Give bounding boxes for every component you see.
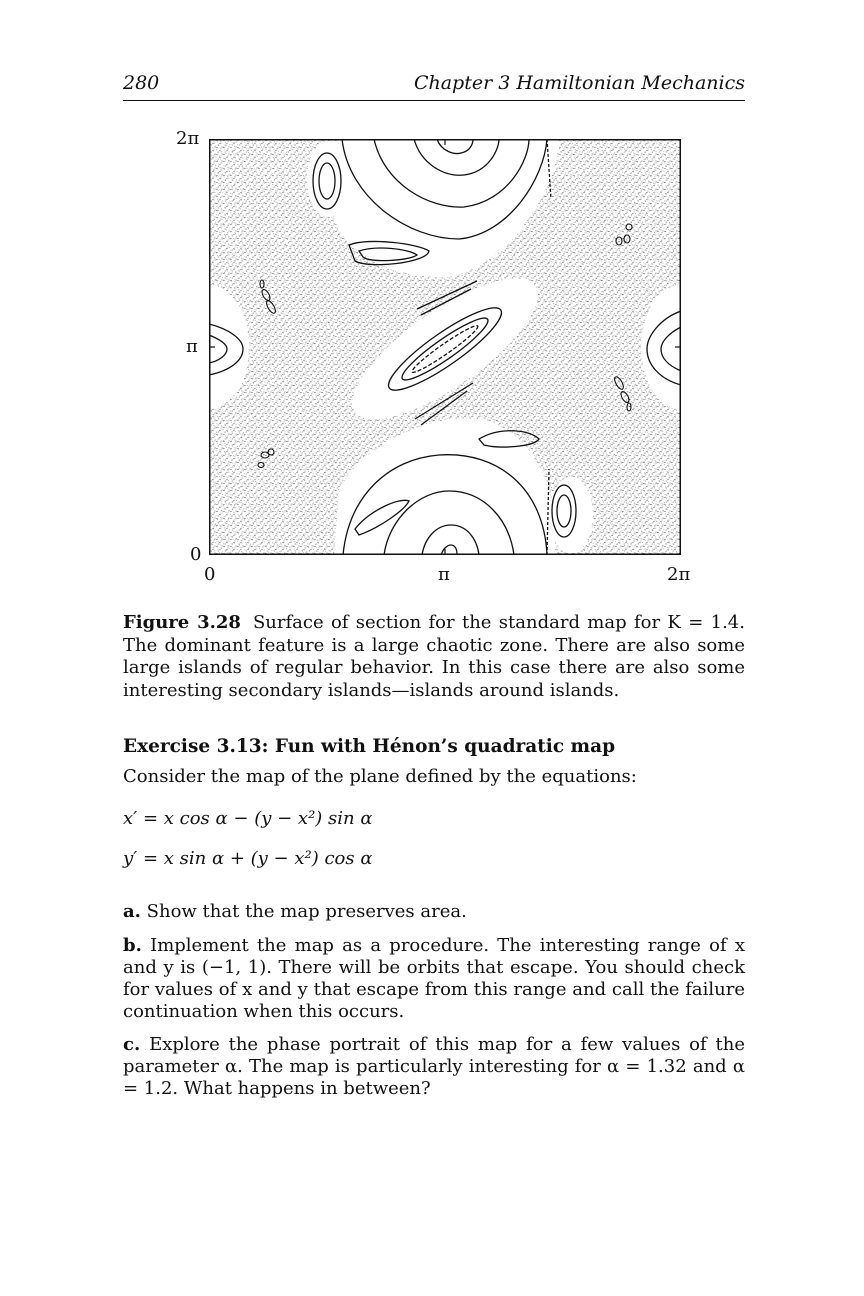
part-b	[123, 935, 745, 1023]
part-b-label: b.	[123, 935, 142, 956]
part-b-text: Implement the map as a procedure. The interesting range of x and y is (−1, 1). There will be orbits that escape. You should check for values of x and y that escape from this range and call the failure continuation when this occurs.	[123, 935, 745, 1022]
part-c-text: Explore the phase portrait of this map for a few values of the parameter α. The map is particularly interesting for α = 1.32 and α = 1.2. What happens in between?	[123, 1034, 745, 1099]
surface-of-section-plot	[209, 139, 681, 555]
equation-1: x′ = x cos α − (y − x²) sin α	[123, 808, 373, 829]
exercise-intro: Consider the map of the plane defined by the equations:	[123, 766, 637, 787]
figure-label: Figure 3.28	[123, 612, 241, 633]
running-header	[123, 72, 745, 101]
x-tick-2pi: 2π	[667, 564, 691, 585]
equation-2: y′ = x sin α + (y − x²) cos α	[123, 848, 373, 869]
exercise-title: Exercise 3.13: Fun with Hénon’s quadratic map	[123, 736, 616, 757]
x-tick-0: 0	[204, 564, 216, 585]
chapter-title: Chapter 3 Hamiltonian Mechanics	[413, 72, 745, 94]
part-a-label: a.	[123, 901, 141, 922]
y-tick-0: 0	[190, 544, 202, 565]
page-number: 280	[123, 72, 160, 94]
figure-caption	[123, 612, 745, 702]
part-a	[123, 901, 745, 923]
part-c-label: c.	[123, 1034, 141, 1055]
y-tick-pi: π	[186, 336, 198, 357]
part-a-text: Show that the map preserves area.	[146, 901, 467, 922]
part-c	[123, 1034, 745, 1100]
figure-caption-text: Surface of section for the standard map for K = 1.4. The dominant feature is a large chaotic zone. There are also some large islands of regular behavior. In this case there are also some interesting secondary islands—islands around islands.	[123, 612, 745, 701]
x-tick-pi: π	[438, 564, 450, 585]
y-tick-2pi: 2π	[176, 128, 200, 149]
